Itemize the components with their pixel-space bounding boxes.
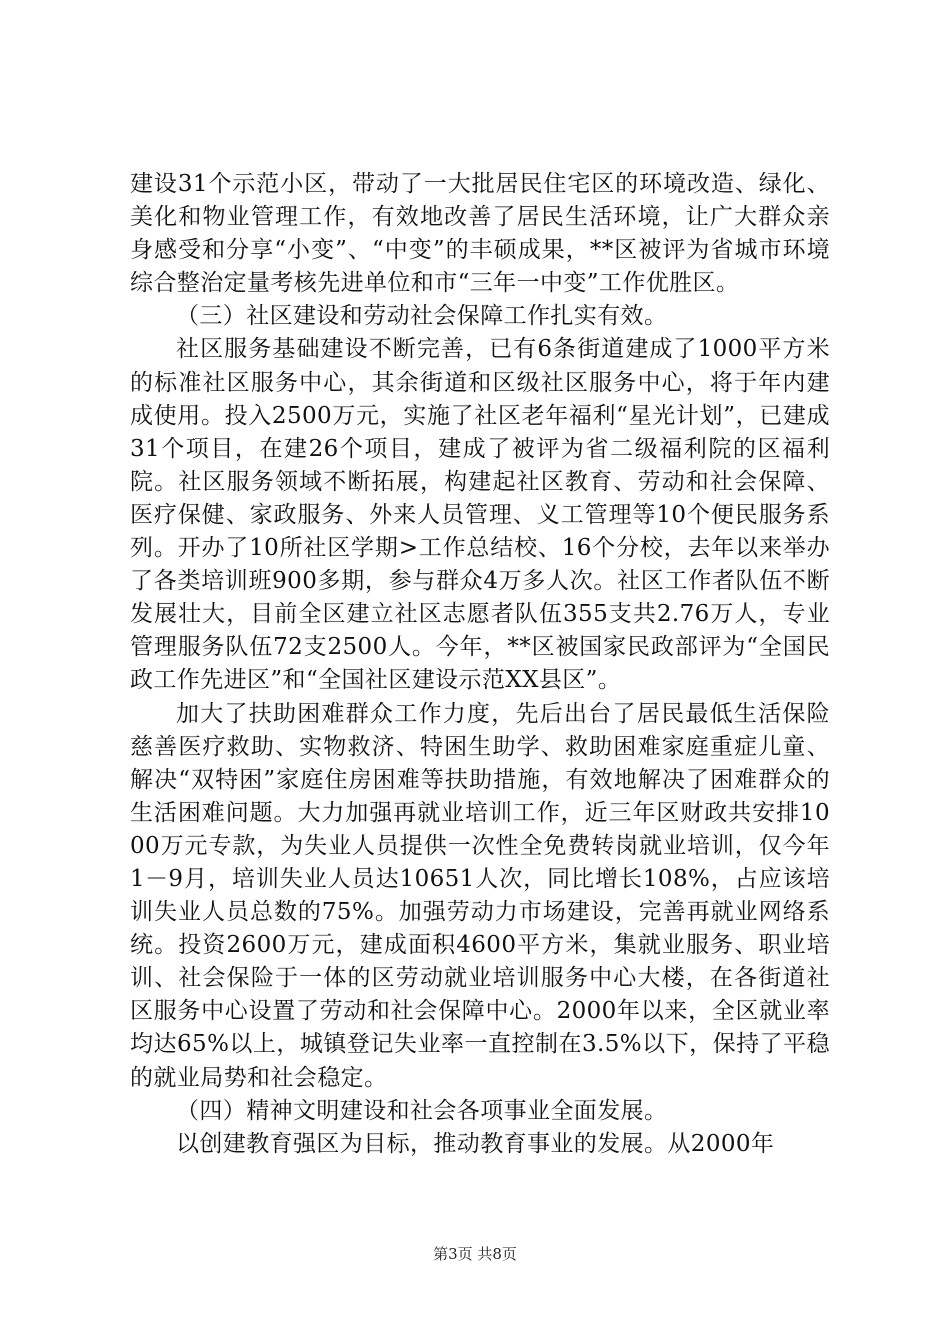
paragraph-p1: 建设31个示范小区，带动了一大批居民住宅区的环境改造、绿化、美化和物业管理工作，有效地改善了居民生活环境，让广大群众亲身感受和分享“小变”、“中变”的丰硕成果，**区被评为省城市环境综合整治定量考核先进单位和市“三年一中变”工作优胜区。 [130,171,830,297]
paragraph-p4: 加大了扶助困难群众工作力度，先后出台了居民最低生活保险慈善医疗救助、实物救济、特困生助学、救助困难家庭重症儿童、解决“双特困”家庭住房困难等扶助措施，有效地解决了困难群众的生活困难问题。大力加强再就业培训工作，近三年区财政共安排1000万元专款，为失业人员提供一次性全免费转岗就业培训，仅今年1－9月，培训失业人员达10651人次，同比增长108%，占应该培训失业人员总数的75%。加强劳动力市场建设，完善再就业网络系统。投资2600万元，建成面积4600平方米，集就业服务、职业培训、社会保险于一体的区劳动就业培训服务中心大楼，在各街道社区服务中心设置了劳动和社会保障中心。2000年以来，全区就业率均达65%以上，城镇登记失业率一直控制在3.5%以下，保持了平稳的就业局势和社会稳定。 [130,700,830,1091]
document-body [130,168,830,1161]
paragraph-p3: 社区服务基础建设不断完善，已有6条街道建成了1000平方米的标准社区服务中心，其余街道和区级社区服务中心，将于年内建成使用。投入2500万元，实施了社区老年福利“星光计划”，已建成31个项目，在建26个项目，建成了被评为省二级福利院的区福利院。社区服务领域不断拓展，构建起社区教育、劳动和社会保障、医疗保健、家政服务、外来人员管理、义工管理等10个便民服务系列。开办了10所社区学期>工作总结校、16个分校，去年以来举办了各类培训班900多期，参与群众4万多人次。社区工作者队伍不断发展壮大，目前全区建立社区志愿者队伍355支共2.76万人，专业管理服务队伍72支2500人。今年，**区被国家民政部评为“全国民政工作先进区”和“全国社区建设示范XX县区”。 [130,336,830,694]
page-number-footer: 第3页 共8页 [433,1245,517,1263]
section-heading-3: （三）社区建设和劳动社会保障工作扎实有效。 [176,303,668,330]
paragraph-p6: 以创建教育强区为目标，推动教育事业的发展。从2000年 [176,1130,775,1157]
section-heading-4: （四）精神文明建设和社会各项事业全面发展。 [176,1097,668,1124]
